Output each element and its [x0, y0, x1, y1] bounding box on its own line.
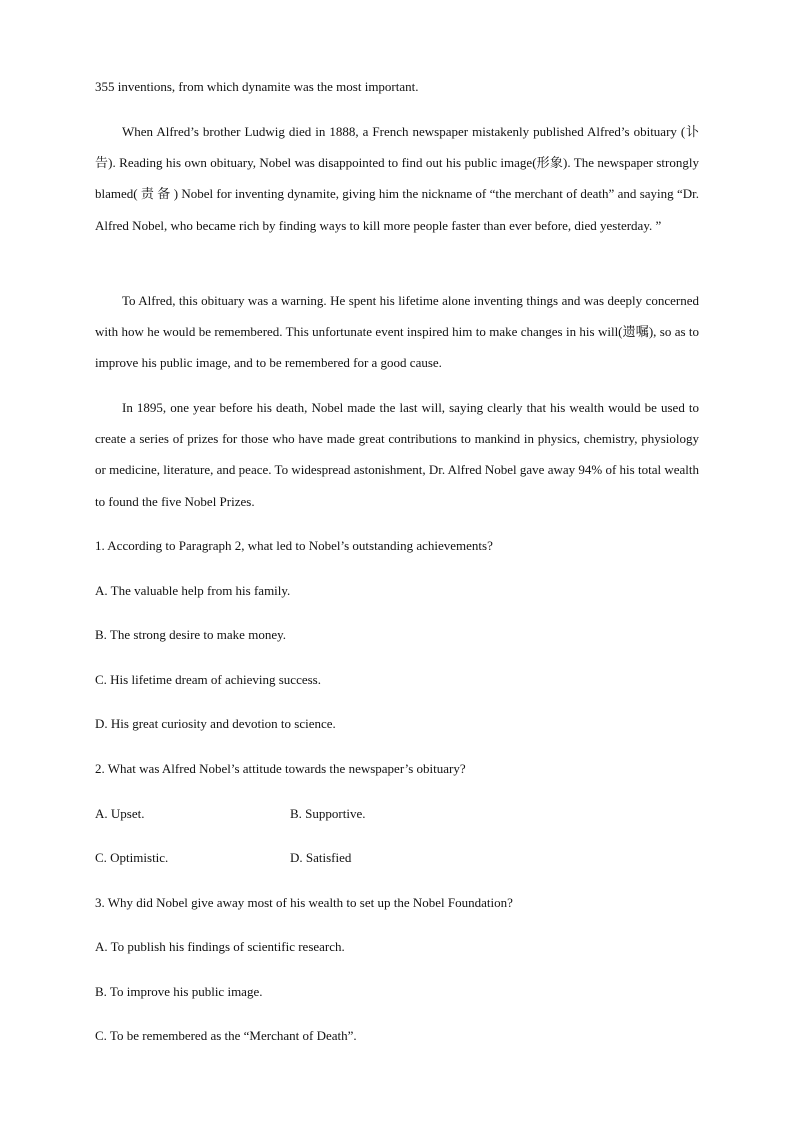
- question-3-option-a: A. To publish his findings of scientific research.: [95, 939, 345, 954]
- question-1-option-d: D. His great curiosity and devotion to science.: [95, 716, 336, 731]
- question-3-option-c: C. To be remembered as the “Merchant of Death”.: [95, 1028, 357, 1043]
- question-1-option-b: B. The strong desire to make money.: [95, 627, 286, 642]
- question-1-option-c: C. His lifetime dream of achieving success.: [95, 672, 321, 687]
- question-3-stem: 3. Why did Nobel give away most of his wealth to set up the Nobel Foundation?: [95, 895, 513, 910]
- question-1-option-a: A. The valuable help from his family.: [95, 583, 291, 598]
- question-2-option-d: D. Satisfied: [290, 850, 352, 865]
- continuation-text: 355 inventions, from which dynamite was the most important.: [95, 79, 419, 94]
- question-3-option-b: B. To improve his public image.: [95, 984, 263, 999]
- question-1-stem: 1. According to Paragraph 2, what led to Nobel’s outstanding achievements?: [95, 538, 493, 553]
- paragraph-last-will: In 1895, one year before his death, Nobel made the last will, saying clearly that his wealth would be used to create a series of prizes for those who have made great contributions to mankind in physics, chemistry, physiology or medicine, literature, and peace. To widespread astonishment, Dr. Alfred Nobel gave away 94% of his total wealth to found the five Nobel Prizes.: [95, 400, 699, 509]
- paragraph-warning: To Alfred, this obituary was a warning. He spent his lifetime alone inventing things and was deeply concerned with how he would be remembered. This unfortunate event inspired him to make changes in his will(遗嘱), so as to improve his public image, and to be remembered for a good cause.: [95, 293, 699, 371]
- question-2-option-a: A. Upset.: [95, 806, 145, 821]
- question-2-stem: 2. What was Alfred Nobel’s attitude towards the newspaper’s obituary?: [95, 761, 466, 776]
- question-2-option-b: B. Supportive.: [290, 806, 366, 821]
- question-2-options-row-1: [95, 804, 699, 824]
- question-2-options-row-2: [95, 848, 699, 868]
- question-2-option-c: C. Optimistic.: [95, 850, 169, 865]
- paragraph-obituary: When Alfred’s brother Ludwig died in 1888, a French newspaper mistakenly published Alfred’s obituary (讣告). Reading his own obituary, Nobel was disappointed to find out his public image(形象). The newspaper strongly blamed( 责 备 ) Nobel for inventing dynamite, giving him the nickname of “the merchant of death” and saying “Dr. Alfred Nobel, who became rich by finding ways to kill more people faster than ever before, died yesterday. ”: [95, 124, 699, 233]
